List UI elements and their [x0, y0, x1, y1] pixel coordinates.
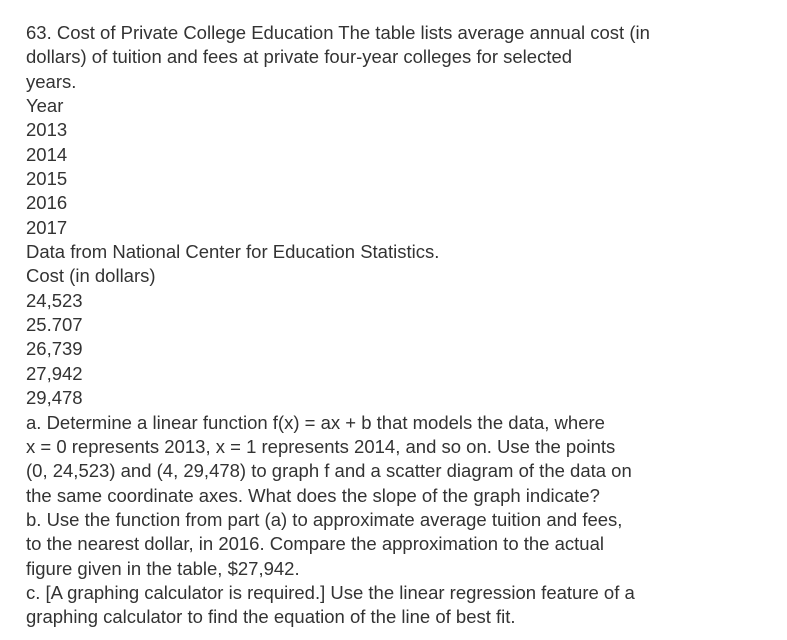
- year-cell: 2013: [26, 119, 68, 141]
- problem-intro: [26, 21, 761, 94]
- cost-cell: 29,478: [26, 387, 83, 409]
- part-b-line: to the nearest dollar, in 2016. Compare the approximation to the actual: [26, 533, 604, 555]
- part-c-line: graphing calculator to find the equation of the line of best fit.: [26, 606, 516, 628]
- cost-header: Cost (in dollars): [26, 265, 156, 287]
- part-b-line: figure given in the table, $27,942.: [26, 557, 300, 579]
- data-source: Data from National Center for Education Statistics.: [26, 241, 440, 263]
- part-a-line: a. Determine a linear function f(x) = ax + b that models the data, where: [26, 411, 605, 433]
- part-b: [26, 508, 761, 581]
- part-c: [26, 581, 761, 630]
- year-cell: 2015: [26, 168, 68, 190]
- part-a-line: (0, 24,523) and (4, 29,478) to graph f and a scatter diagram of the data on: [26, 460, 632, 482]
- part-a-line: x = 0 represents 2013, x = 1 represents 2014, and so on. Use the points: [26, 435, 616, 457]
- year-column: [26, 94, 761, 240]
- intro-line: 63. Cost of Private College Education The table lists average annual cost (in: [26, 22, 650, 43]
- cost-column: [26, 264, 761, 410]
- year-header: Year: [26, 95, 64, 117]
- intro-line: years.: [26, 70, 77, 92]
- intro-line: dollars) of tuition and fees at private four-year colleges for selected: [26, 46, 573, 68]
- year-cell: 2014: [26, 143, 68, 165]
- cost-cell: 25.707: [26, 314, 83, 336]
- part-a: [26, 411, 761, 508]
- part-a-line: the same coordinate axes. What does the slope of the graph indicate?: [26, 484, 600, 506]
- part-b-line: b. Use the function from part (a) to approximate average tuition and fees,: [26, 508, 623, 530]
- part-c-line: c. [A graphing calculator is required.] Use the linear regression feature of a: [26, 581, 635, 603]
- cost-cell: 26,739: [26, 338, 83, 360]
- cost-cell: 24,523: [26, 289, 83, 311]
- year-cell: 2016: [26, 192, 68, 214]
- cost-cell: 27,942: [26, 362, 83, 384]
- year-cell: 2017: [26, 216, 68, 238]
